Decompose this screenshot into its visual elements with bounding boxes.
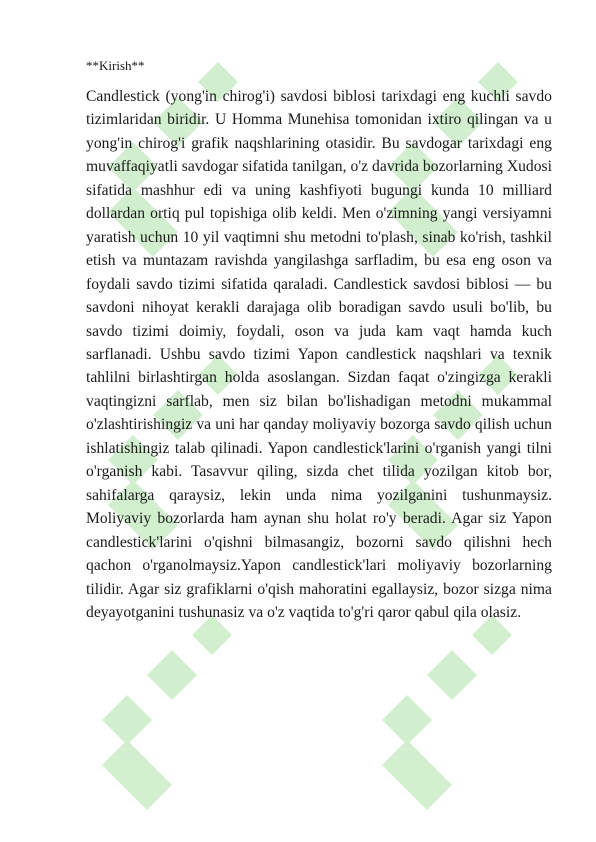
section-heading: **Kirish** <box>86 58 145 73</box>
watermark-logo-bottom-right <box>372 615 522 825</box>
body-paragraph: Candlestick (yong'in chirog'i) savdosi biblosi tarixdagi eng kuchli savdo tizimlaridan biridir. U Homma Munehisa tomonidan ixtiro qilingan va u yong'in chirog'i grafik naqshlarining otasidir. Bu savdogar tarixdagi eng muvaffaqiyatli savdogar sifatida tanilgan, o'z davrida bozorlarning Xudosi sifatida mashhur edi va uning kashfiyoti bugungi kunda 10 milliard dollardan ortiq pul topishiga olib keldi. Men o'zimning yangi versiyamni yaratish uchun 10 yil vaqtimni shu metodni to'plash, sinab ko'rish, tashkil etish va muntazam ravishda yangilashga sarfladim, bu esa eng oson va foydali savdo tizimi sifatida qaraladi. Candlestick savdosi biblosi — bu savdoni nihoyat kerakli darajaga olib boradigan savdo usuli bo'lib, bu savdo tizimi doimiy, foydali, oson va juda kam vaqt hamda kuch sarflanadi. Ushbu savdo tizimi Yapon candlestick naqshlari va texnik tahlilni birlashtirgan holda asoslangan. Sizdan faqat o'zingizga kerakli vaqtingizni sarflab, men siz bilan bo'lishadigan metodni mukammal o'zlashtirishingiz va uni har qanday moliyaviy bozorga savdo qilish uchun ishlatishingiz talab qilinadi. Yapon candlestick'larini o'rganish yangi tilni o'rganish kabi. Tasavvur qiling, sizda chet tilida yozilgan kitob bor, sahifalarga qaraysiz, lekin unda nima yozilganini tushunmaysiz. Moliyaviy bozorlarda ham aynan shu holat ro'y beradi. Agar siz Yapon candlestick'larini o'qishni bilmasangiz, bozorni savdo qilishni hech qachon o'rganolmaysiz.Yapon candlestick'lari moliyaviy bozorlarning tilidir. Agar siz grafiklarni o'qish mahoratini egallaysiz, bozor sizga nima deyayotganini tushunasiz va o'z vaqtida to'g'ri qaror qabul qila olasiz. <box>86 88 552 621</box>
watermark-logo-bottom-left <box>92 615 242 825</box>
document-body <box>86 57 552 624</box>
